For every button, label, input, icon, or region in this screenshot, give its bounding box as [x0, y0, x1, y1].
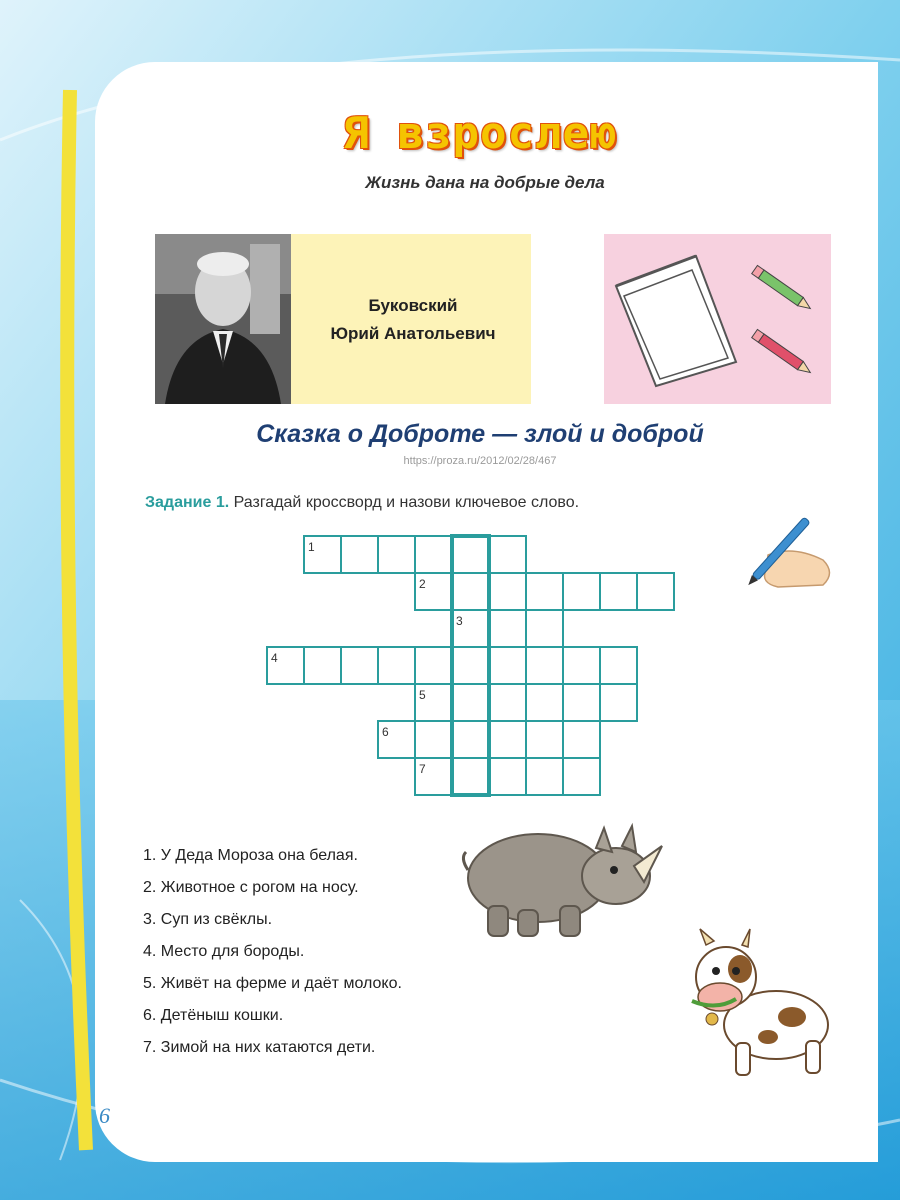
crossword-cell[interactable]	[563, 647, 600, 684]
task-label: Задание 1.	[145, 494, 230, 511]
crossword-number: 6	[382, 725, 389, 739]
crossword-cell[interactable]	[526, 610, 563, 647]
story-title: Сказка о Доброте — злой и доброй	[256, 420, 704, 448]
clue-5: 5. Живёт на ферме и даёт молоко.	[143, 975, 402, 992]
crossword-clues	[143, 845, 402, 1069]
crossword-cell[interactable]	[489, 684, 526, 721]
crossword-cell[interactable]	[452, 536, 489, 573]
crossword-number: 5	[419, 688, 426, 702]
clue-3: 3. Суп из свёклы.	[143, 911, 273, 928]
clue-7: 7. Зимой на них катаются дети.	[143, 1039, 376, 1056]
crossword-cell[interactable]	[489, 536, 526, 573]
crossword-cell[interactable]	[563, 684, 600, 721]
crossword-cell[interactable]	[452, 721, 489, 758]
crossword-cell[interactable]	[563, 573, 600, 610]
crossword-number: 7	[419, 762, 426, 776]
task-text: Разгадай кроссворд и назови ключевое слово.	[229, 494, 580, 511]
crossword-cell[interactable]	[600, 573, 637, 610]
crossword-number: 1	[308, 540, 315, 554]
clue-4: 4. Место для бороды.	[143, 943, 305, 960]
crossword-cell[interactable]	[526, 573, 563, 610]
crossword-cell[interactable]	[563, 721, 600, 758]
crossword-cell[interactable]	[489, 610, 526, 647]
clue-1: 1. У Деда Мороза она белая.	[143, 847, 358, 864]
crossword-cell[interactable]	[378, 647, 415, 684]
crossword-cell[interactable]	[452, 647, 489, 684]
crossword-cell[interactable]	[489, 647, 526, 684]
crossword-cell[interactable]	[415, 721, 452, 758]
page-title: Я взрослею	[342, 108, 618, 159]
rhino-illustration	[456, 818, 670, 940]
crossword-cell[interactable]	[637, 573, 674, 610]
author-surname: Буковский	[368, 296, 458, 315]
crossword-cell[interactable]	[526, 684, 563, 721]
crossword-cell[interactable]	[304, 647, 341, 684]
crossword-cell[interactable]	[526, 758, 563, 795]
crossword-cell[interactable]	[489, 758, 526, 795]
crossword-cell[interactable]	[341, 536, 378, 573]
crossword-cell[interactable]	[563, 758, 600, 795]
crossword-number: 4	[271, 651, 278, 665]
crossword-cell[interactable]	[489, 721, 526, 758]
page-subtitle: Жизнь дана на добрые дела	[365, 173, 605, 192]
story-url: https://proza.ru/2012/02/28/467	[403, 455, 557, 467]
crossword-cell[interactable]	[341, 647, 378, 684]
crossword-cell[interactable]	[600, 684, 637, 721]
author-given-names: Юрий Анатольевич	[330, 324, 496, 343]
crossword-cell[interactable]	[452, 758, 489, 795]
crossword-number: 2	[419, 577, 426, 591]
crossword-number: 3	[456, 614, 463, 628]
crossword-cell[interactable]	[452, 684, 489, 721]
page-number: 6	[99, 1103, 110, 1128]
crossword-cell[interactable]	[415, 647, 452, 684]
clue-2: 2. Животное с рогом на носу.	[143, 879, 359, 896]
crossword-cell[interactable]	[489, 573, 526, 610]
crossword-cell[interactable]	[526, 721, 563, 758]
cow-illustration	[676, 925, 836, 1085]
crossword-cell[interactable]	[452, 573, 489, 610]
crossword-cell[interactable]	[526, 647, 563, 684]
writing-hand-icon	[738, 515, 838, 595]
crossword-cell[interactable]	[415, 536, 452, 573]
crossword-cell[interactable]	[378, 536, 415, 573]
crossword-cell[interactable]	[600, 647, 637, 684]
clue-6: 6. Детёныш кошки.	[143, 1007, 284, 1024]
